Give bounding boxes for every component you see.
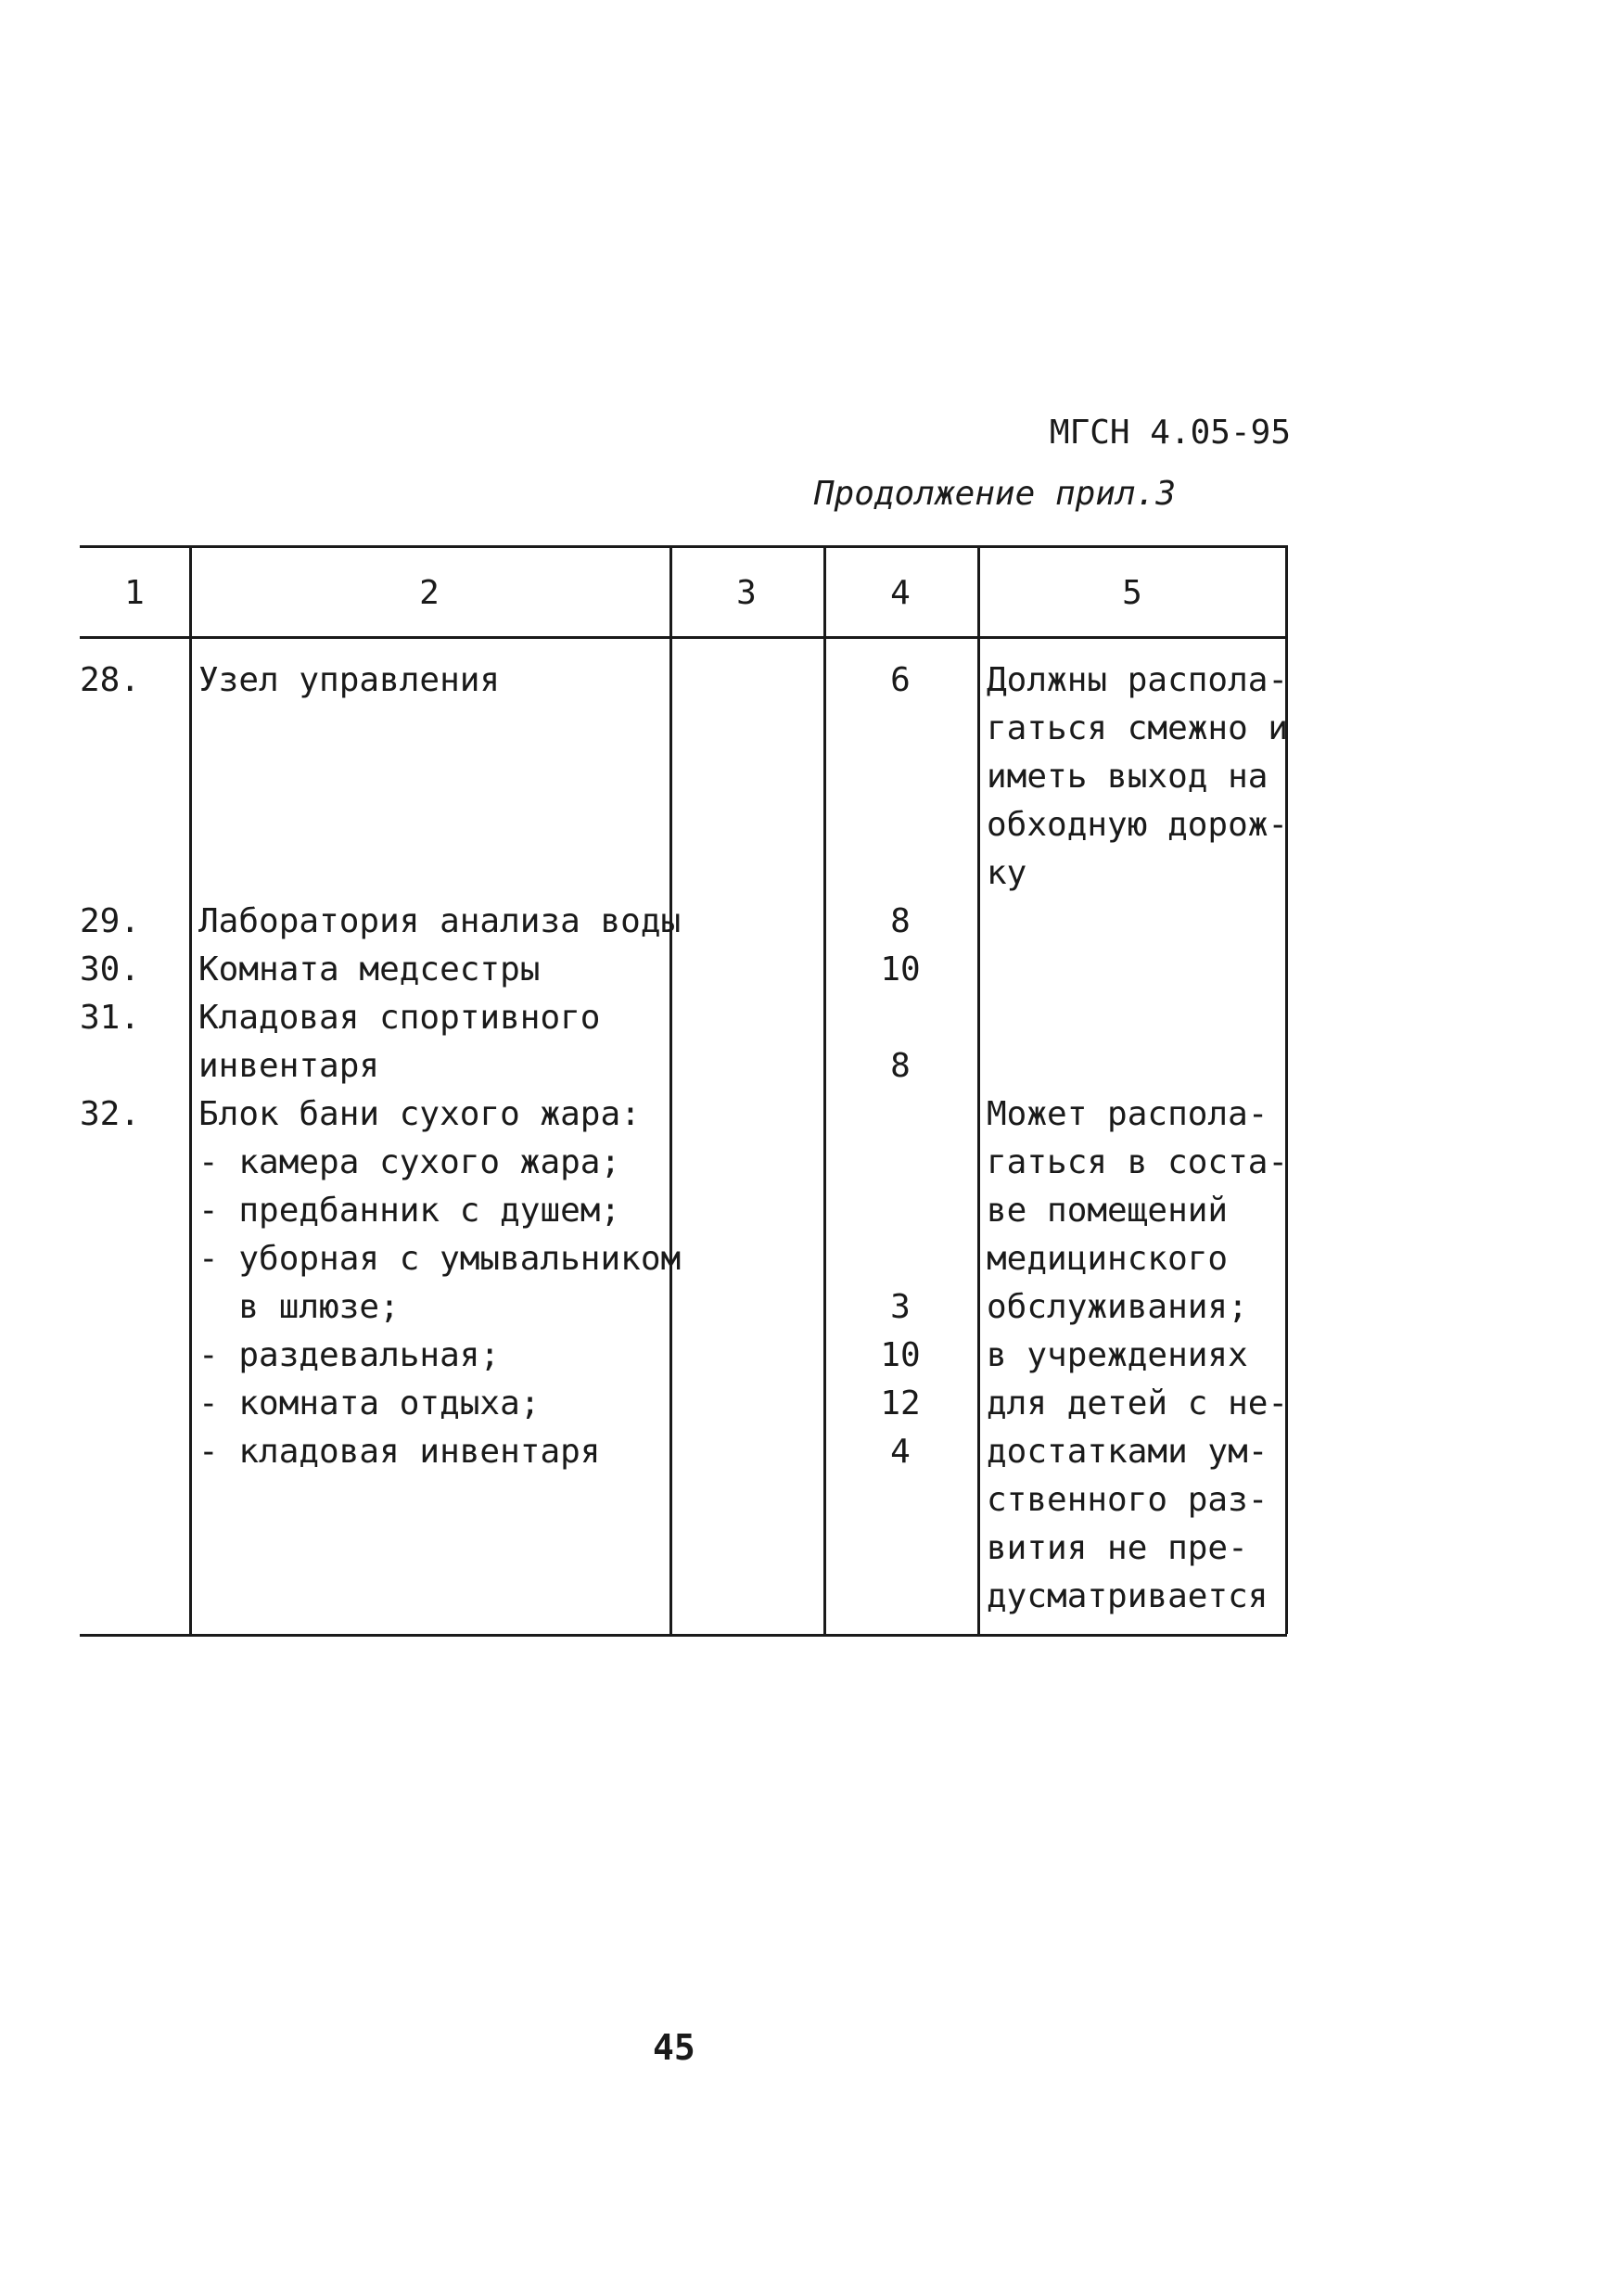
note-text: для детей с не- (987, 1384, 1289, 1422)
column-header: 4 (890, 574, 911, 612)
note-text: ственного раз- (987, 1481, 1268, 1519)
column-divider (669, 545, 672, 1634)
note-text: Может распола- (987, 1095, 1268, 1133)
note-text: иметь выход на (987, 758, 1268, 796)
note-text: ве помещений (987, 1192, 1229, 1230)
note-text: дусматривается (987, 1577, 1268, 1615)
room-name: Лаборатория анализа воды (198, 902, 682, 940)
room-name: Узел управления (198, 661, 501, 699)
document-code: МГСН 4.05-95 (1049, 414, 1291, 452)
note-text: обслуживания; (987, 1288, 1248, 1326)
note-text: медицинского (987, 1240, 1229, 1278)
room-name: - комната отдыха; (198, 1384, 541, 1422)
area-value: 6 (890, 661, 911, 699)
row-number: 28. (80, 661, 141, 699)
note-text: достатками ум- (987, 1433, 1268, 1471)
note-text: вития не пре- (987, 1529, 1248, 1567)
room-name: - предбанник с душем; (198, 1192, 621, 1230)
table-bottom-rule (80, 1634, 1287, 1637)
room-name: Комната медсестры (198, 950, 541, 989)
column-divider (977, 545, 980, 1634)
room-name: в шлюзе; (198, 1288, 400, 1326)
note-text: гаться в соста- (987, 1143, 1289, 1181)
room-name: инвентаря (198, 1047, 380, 1085)
header-bottom-rule (80, 636, 1287, 639)
column-header: 5 (1122, 574, 1142, 612)
column-header: 1 (124, 574, 145, 612)
note-text: ку (987, 854, 1027, 892)
row-number: 31. (80, 999, 141, 1037)
column-divider (189, 545, 192, 1634)
table-top-rule (80, 545, 1287, 548)
area-value: 10 (880, 1336, 921, 1374)
area-value: 3 (890, 1288, 911, 1326)
area-value: 12 (880, 1384, 921, 1422)
column-header: 2 (419, 574, 440, 612)
area-value: 4 (890, 1433, 911, 1471)
page-number: 45 (653, 2027, 695, 2068)
room-name: - уборная с умывальником (198, 1240, 682, 1278)
note-text: Должны распола- (987, 661, 1289, 699)
room-name: - камера сухого жара; (198, 1143, 621, 1181)
room-name: Кладовая спортивного (198, 999, 601, 1037)
room-name: - раздевальная; (198, 1336, 501, 1374)
area-value: 8 (890, 1047, 911, 1085)
room-name: - кладовая инвентаря (198, 1433, 601, 1471)
row-number: 32. (80, 1095, 141, 1133)
column-header: 3 (736, 574, 757, 612)
continuation-label: Продолжение прил.3 (813, 475, 1176, 513)
room-name: Блок бани сухого жара: (198, 1095, 641, 1133)
note-text: в учреждениях (987, 1336, 1248, 1374)
area-value: 10 (880, 950, 921, 989)
area-value: 8 (890, 902, 911, 940)
row-number: 29. (80, 902, 141, 940)
row-number: 30. (80, 950, 141, 989)
note-text: обходную дорож- (987, 806, 1289, 844)
note-text: гаться смежно и (987, 709, 1289, 747)
